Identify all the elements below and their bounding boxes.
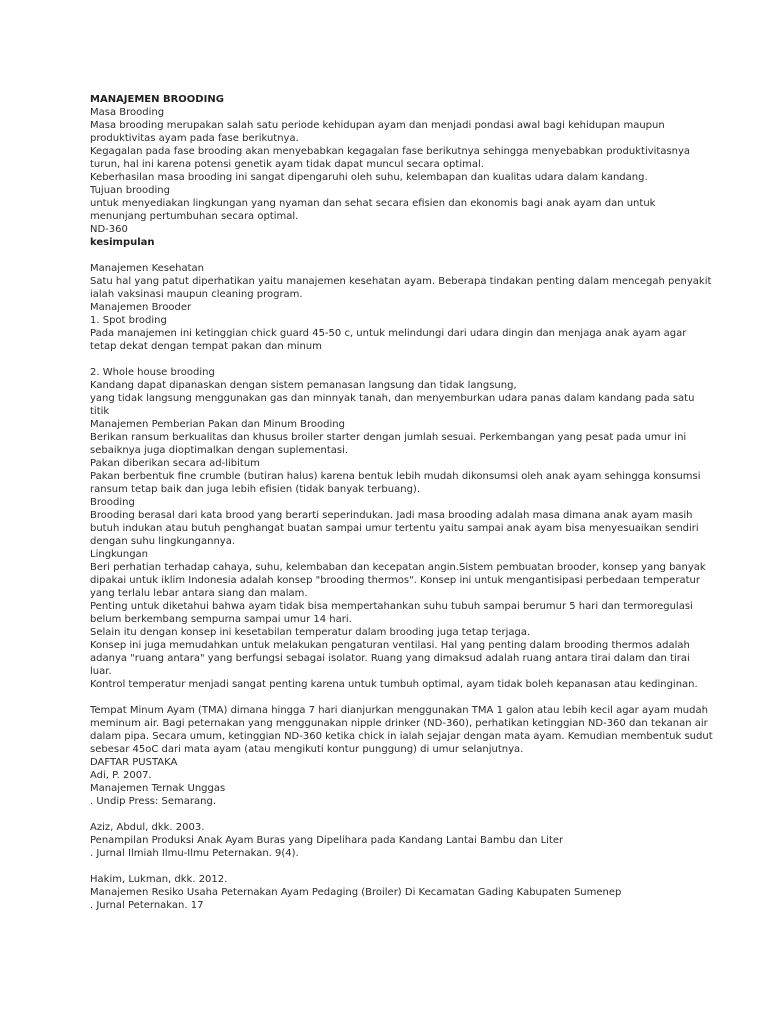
text-line: Adi, P. 2007. xyxy=(90,770,152,781)
text-line: Penampilan Produksi Anak Ayam Buras yang Dipelihara pada Kandang Lantai Bambu dan Liter xyxy=(90,835,564,846)
text-line: Brooding berasal dari kata brood yang berarti seperindukan. Jadi masa brooding adalah masa dimana anak ayam masih xyxy=(90,510,693,521)
text-line: adanya "ruang antara" yang berfungsi sebagai isolator. Ruang yang dimaksud adalah ruang antara tirai dalam dan tirai xyxy=(90,653,690,664)
text-line: Satu hal yang patut diperhatikan yaitu manajemen kesehatan ayam. Beberapa tindakan penting dalam mencegah penyakit xyxy=(90,276,712,287)
text-line: Konsep ini juga memudahkan untuk melakukan pengaturan ventilasi. Hal yang penting dalam brooding thermos adalah xyxy=(90,640,690,651)
text-line: tetap dekat dengan tempat pakan dan minum xyxy=(90,341,322,352)
text-line: luar. xyxy=(90,666,112,677)
blank-line xyxy=(90,249,730,262)
text-line: Lingkungan xyxy=(90,549,149,560)
text-line: meminum air. Bagi peternakan yang menggunakan nipple drinker (ND-360), perhatikan ketinggian ND-360 dan tekanan air xyxy=(90,718,708,729)
section-heading: MANAJEMEN BROODING xyxy=(90,94,224,105)
document-body xyxy=(90,93,730,912)
text-line: Keberhasilan masa brooding ini sangat dipengaruhi oleh suhu, kelembapan dan kualitas udara dalam kandang. xyxy=(90,172,648,183)
blank-line xyxy=(90,353,730,366)
text-line: ialah vaksinasi maupun cleaning program. xyxy=(90,289,303,300)
text-line: Aziz, Abdul, dkk. 2003. xyxy=(90,822,205,833)
text-line: Pakan berbentuk fine crumble (butiran halus) karena bentuk lebih mudah dikonsumsi oleh anak ayam sehingga konsumsi xyxy=(90,471,701,482)
text-line: . Jurnal Ilmiah Ilmu-Ilmu Peternakan. 9(4). xyxy=(90,848,299,859)
text-line: Manajemen Pemberian Pakan dan Minum Brooding xyxy=(90,419,345,430)
text-line: sebesar 45oC dari mata ayam (atau mengikuti kontur punggung) di umur selanjutnya. xyxy=(90,744,524,755)
text-line: Beri perhatian terhadap cahaya, suhu, kelembaban dan kecepatan angin.Sistem pembuatan brooder, konsep yang banyak xyxy=(90,562,706,573)
text-line: Manajemen Kesehatan xyxy=(90,263,204,274)
text-line: Selain itu dengan konsep ini kesetabilan temperatur dalam brooding juga tetap terjaga. xyxy=(90,627,531,638)
text-line: menunjang pertumbuhan secara optimal. xyxy=(90,211,299,222)
text-line: dipakai untuk iklim Indonesia adalah konsep "brooding thermos". Konsep ini untuk mengantisipasi perbedaan temperatur xyxy=(90,575,700,586)
text-line: Manajemen Brooder xyxy=(90,302,192,313)
text-line: Hakim, Lukman, dkk. 2012. xyxy=(90,874,228,885)
text-line: titik xyxy=(90,406,110,417)
text-line: Tujuan brooding xyxy=(90,185,170,196)
text-line: Masa brooding merupakan salah satu periode kehidupan ayam dan menjadi pondasi awal bagi kehidupan maupun xyxy=(90,120,665,131)
text-line: Masa Brooding xyxy=(90,107,165,118)
text-line: dalam pipa. Secara umum, ketinggian ND-360 ketika chick in ialah sejajar dengan mata ayam. Kemudian membentuk sudut xyxy=(90,731,713,742)
text-line: yang tidak langsung menggunakan gas dan minnyak tanah, dan menyemburkan udara panas dalam kandang pada satu xyxy=(90,393,695,404)
text-line: turun, hal ini karena potensi genetik ayam tidak dapat muncul secara optimal. xyxy=(90,159,484,170)
text-line: Penting untuk diketahui bahwa ayam tidak bisa mempertahankan suhu tubuh sampai berumur 5 hari dan termoregulasi xyxy=(90,601,693,612)
text-line: Manajemen Resiko Usaha Peternakan Ayam Pedaging (Broiler) Di Kecamatan Gading Kabupaten Sumenep xyxy=(90,887,622,898)
text-line: DAFTAR PUSTAKA xyxy=(90,757,178,768)
text-line: Tempat Minum Ayam (TMA) dimana hingga 7 hari dianjurkan menggunakan TMA 1 galon atau lebih kecil agar ayam mudah xyxy=(90,705,708,716)
text-line: Kegagalan pada fase brooding akan menyebabkan kegagalan fase berikutnya sehingga menyebabkan produktivitasnya xyxy=(90,146,691,157)
text-line: . Undip Press: Semarang. xyxy=(90,796,217,807)
text-line: Kontrol temperatur menjadi sangat penting karena untuk tumbuh optimal, ayam tidak boleh kepanasan atau kedinginan. xyxy=(90,679,698,690)
text-line: 2. Whole house brooding xyxy=(90,367,215,378)
text-line: Kandang dapat dipanaskan dengan sistem pemanasan langsung dan tidak langsung, xyxy=(90,380,517,391)
text-line: belum berkembang sempurna sampai umur 14 hari. xyxy=(90,614,352,625)
section-heading: kesimpulan xyxy=(90,237,155,248)
text-line: Brooding xyxy=(90,497,135,508)
text-line: 1. Spot broding xyxy=(90,315,167,326)
text-line: ransum tetap baik dan juga lebih efisien (tidak banyak terbuang). xyxy=(90,484,420,495)
text-line: dengan suhu lingkungannya. xyxy=(90,536,236,547)
text-line: . Jurnal Peternakan. 17 xyxy=(90,900,204,911)
text-line: Pakan diberikan secara ad-libitum xyxy=(90,458,260,469)
text-line: Berikan ransum berkualitas dan khusus broiler starter dengan jumlah sesuai. Perkembangan yang pesat pada umur ini xyxy=(90,432,687,443)
blank-line xyxy=(90,860,730,873)
text-line: yang terlalu lebar antara siang dan malam. xyxy=(90,588,308,599)
text-line: ND-360 xyxy=(90,224,128,235)
text-line: butuh indukan atau butuh penghangat buatan sampai umur tertentu yaitu sampai anak ayam bisa menyesuaikan sendiri xyxy=(90,523,699,534)
text-line: untuk menyediakan lingkungan yang nyaman dan sehat secara efisien dan ekonomis bagi anak ayam dan untuk xyxy=(90,198,656,209)
blank-line xyxy=(90,808,730,821)
blank-line xyxy=(90,691,730,704)
text-line: sebaiknya juga dioptimalkan dengan suplementasi. xyxy=(90,445,349,456)
text-line: Pada manajemen ini ketinggian chick guard 45-50 c, untuk melindungi dari udara dingin dan menjaga anak ayam agar xyxy=(90,328,687,339)
text-line: produktivitas ayam pada fase berikutnya. xyxy=(90,133,299,144)
text-line: Manajemen Ternak Unggas xyxy=(90,783,226,794)
